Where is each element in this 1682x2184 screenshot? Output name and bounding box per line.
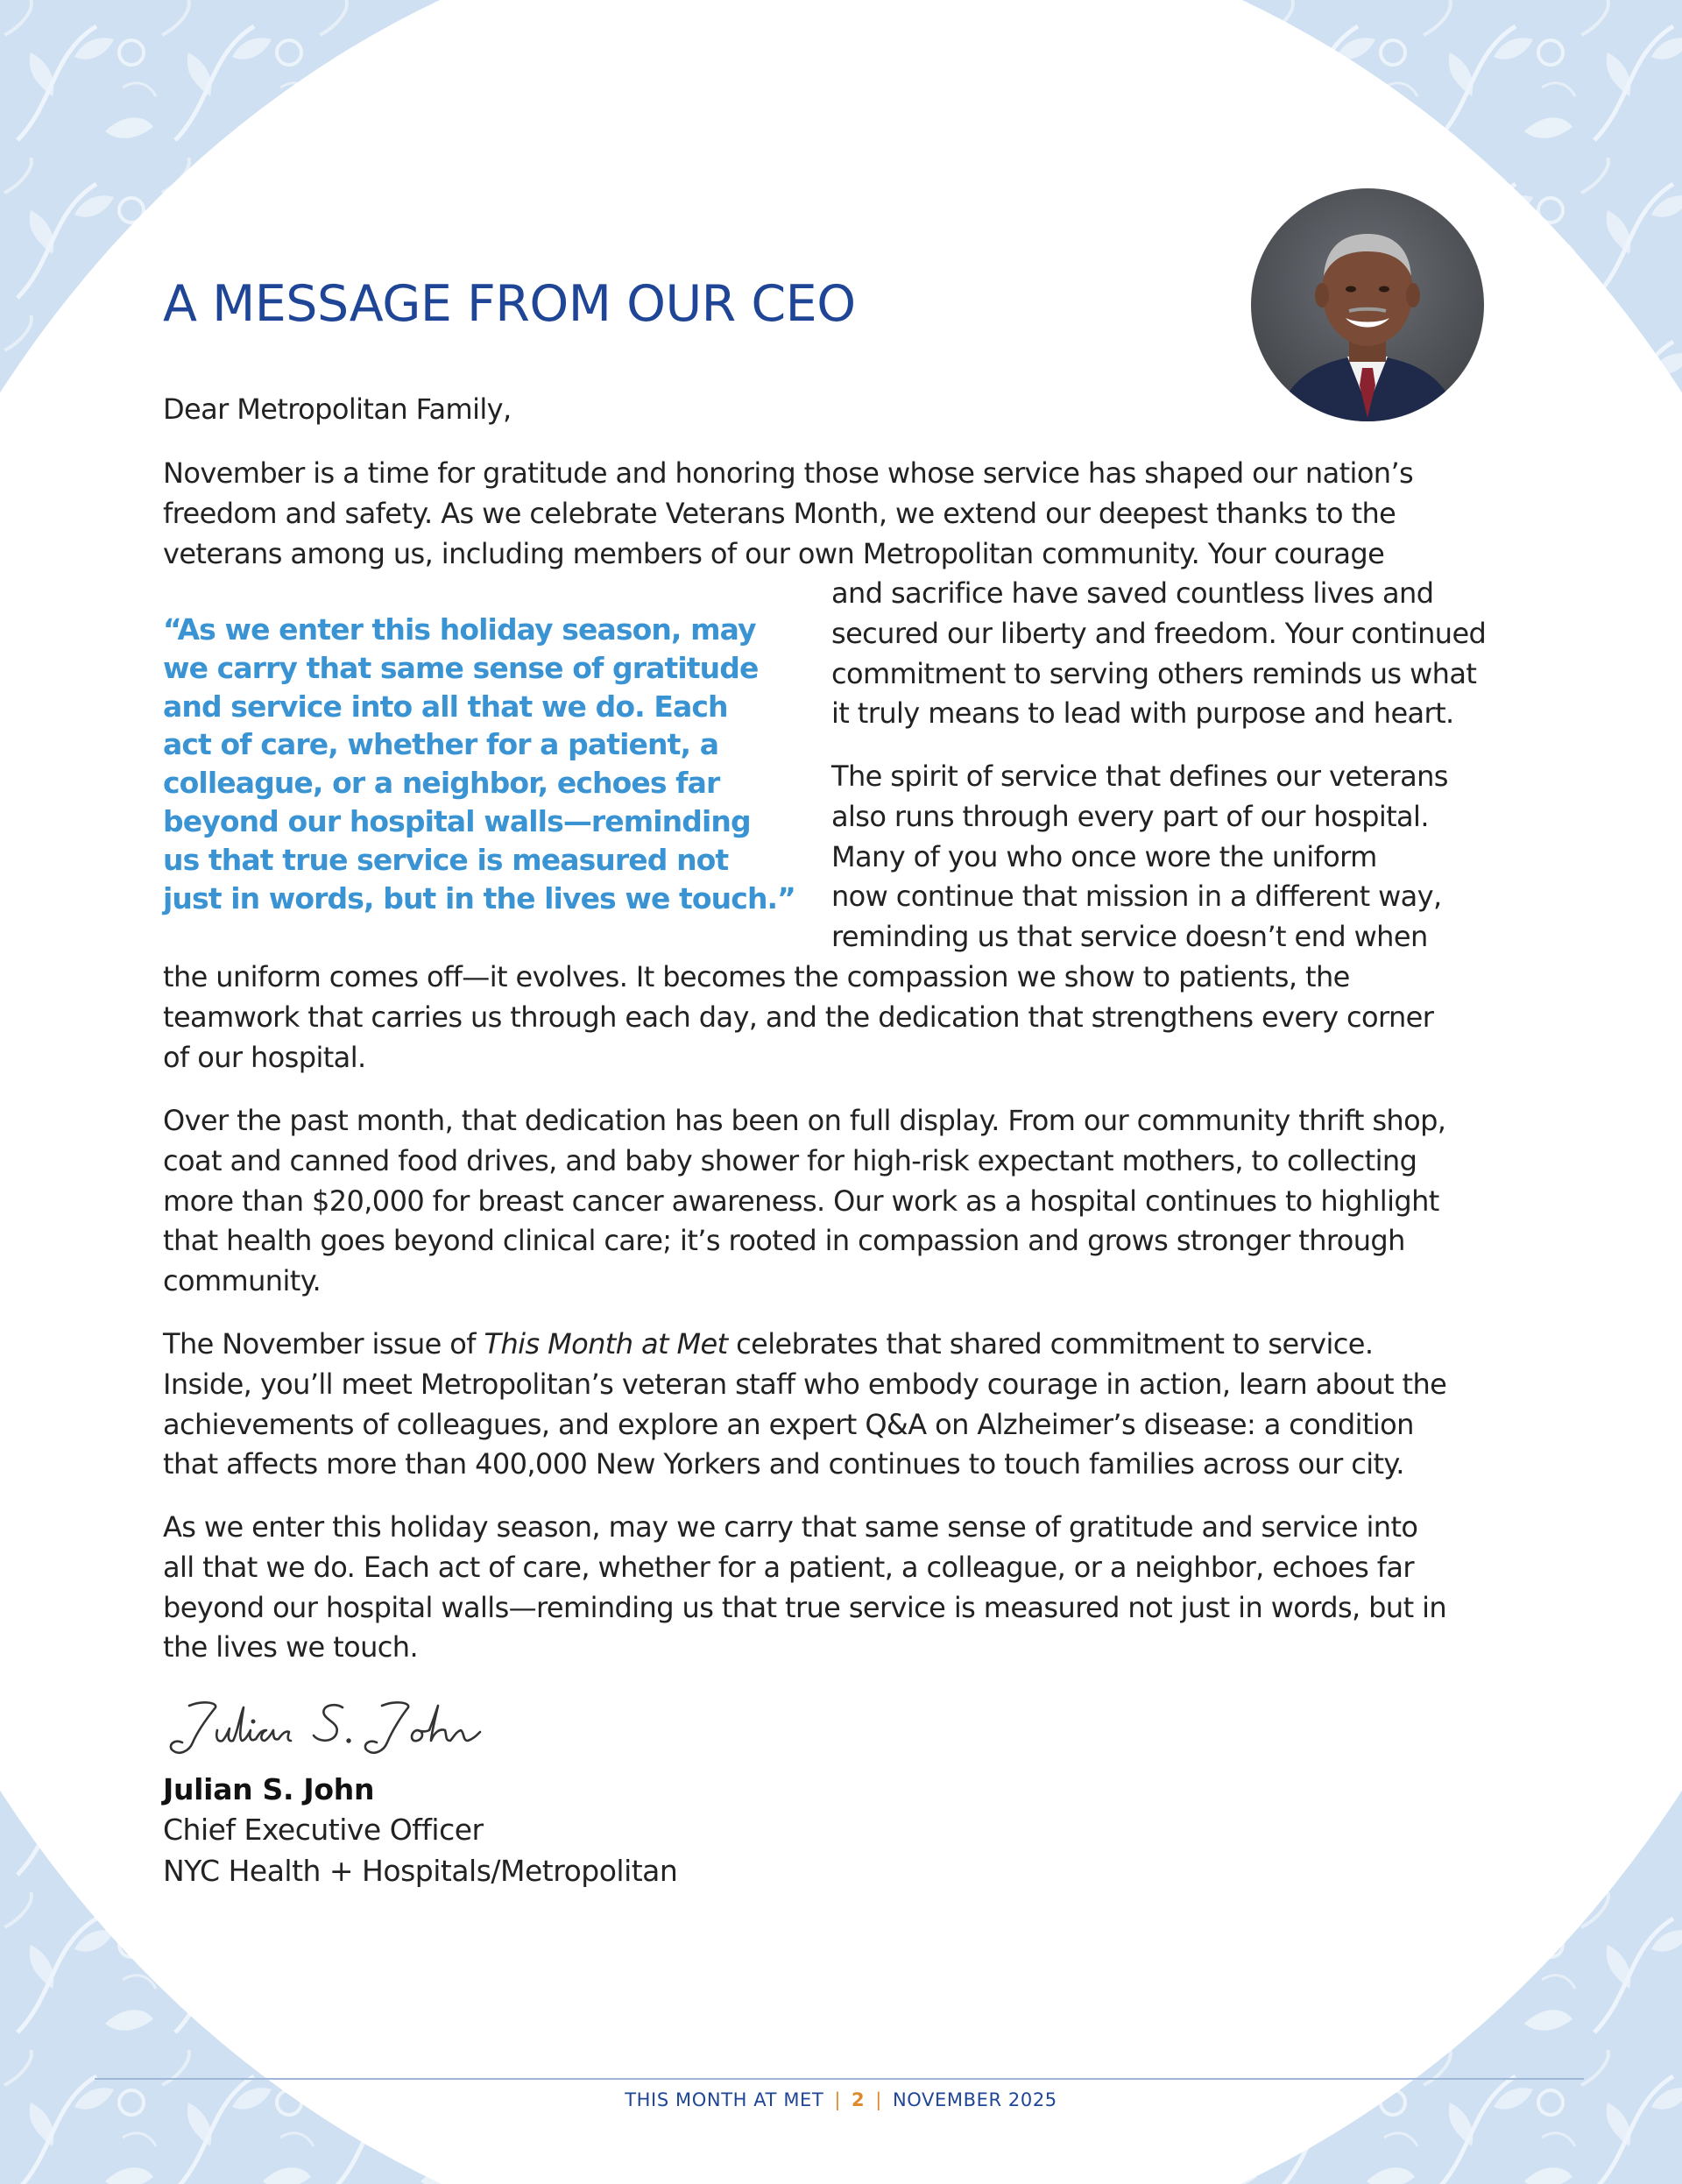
paragraph-5 — [163, 1508, 1446, 1668]
text-line: Many of you who once wore the uniform — [831, 839, 1377, 873]
text-line: also runs through every part of our hospital. — [831, 799, 1429, 833]
signatory-name: Julian S. John — [163, 1772, 375, 1806]
text-line: of our hospital. — [163, 1040, 366, 1074]
quote-line: colleague, or a neighbor, echoes far — [163, 766, 720, 801]
text-line: all that we do. Each act of care, whether for a patient, a colleague, or a neighbor, echoes far — [163, 1550, 1414, 1584]
text-line — [163, 1325, 1446, 1365]
paragraph-2-full — [163, 958, 1433, 1078]
quote-line: and service into all that we do. Each — [163, 689, 728, 724]
text-line: secured our liberty and freedom. Your continued — [831, 616, 1487, 650]
footer-separator: | — [875, 2089, 882, 2110]
footer-divider — [95, 2078, 1584, 2080]
ceo-portrait — [1251, 188, 1484, 421]
text-line: November is a time for gratitude and honoring those whose service has shaped our nation’s — [163, 456, 1414, 490]
text-line: veterans among us, including members of our own Metropolitan community. Your courage — [163, 536, 1385, 570]
paragraph-1-continued — [831, 574, 1486, 734]
quote-line: we carry that same sense of gratitude — [163, 650, 759, 685]
text-line: coat and canned food drives, and baby shower for high-risk expectant mothers, to collecting — [163, 1143, 1417, 1177]
quote-line: beyond our hospital walls—reminding — [163, 803, 751, 838]
text-line: teamwork that carries us through each day, and the dedication that strengthens every corner — [163, 1000, 1434, 1034]
text-line: Inside, you’ll meet Metropolitan’s veteran staff who embody courage in action, learn about the — [163, 1367, 1447, 1401]
paragraph-2-column — [831, 757, 1448, 958]
quote-line: “As we enter this holiday season, may — [163, 612, 756, 647]
text-line: freedom and safety. As we celebrate Veterans Month, we extend our deepest thanks to the — [163, 496, 1396, 530]
footer-publication: THIS MONTH AT MET — [625, 2089, 824, 2110]
text-line: now continue that mission in a different way, — [831, 880, 1442, 914]
paragraph-1-intro — [163, 454, 1413, 574]
page-title: A MESSAGE FROM OUR CEO — [163, 275, 856, 333]
quote-line: just in words, but in the lives we touch.” — [163, 880, 795, 915]
text-line: and sacrifice have saved countless lives and — [831, 576, 1434, 610]
text-line: that health goes beyond clinical care; it’s rooted in compassion and grows stronger through — [163, 1224, 1405, 1258]
text-line: that affects more than 400,000 New Yorkers and continues to touch families across our city. — [163, 1447, 1404, 1481]
publication-title: This Month at Met — [484, 1327, 728, 1361]
paragraph-4 — [163, 1325, 1446, 1485]
text-line: beyond our hospital walls—reminding us that true service is measured not just in words, but in — [163, 1590, 1447, 1624]
signatory-title: Chief Executive Officer — [163, 1813, 484, 1847]
text-line: reminding us that service doesn’t end when — [831, 920, 1428, 954]
text-line: community. — [163, 1264, 322, 1298]
footer-separator: | — [834, 2089, 842, 2110]
text-run: celebrates that shared commitment to service. — [727, 1327, 1374, 1361]
page-footer — [0, 2089, 1682, 2110]
text-line: more than $20,000 for breast cancer awareness. Our work as a hospital continues to highlight — [163, 1184, 1439, 1218]
handwritten-signature — [163, 1695, 513, 1765]
text-line: achievements of colleagues, and explore an expert Q&A on Alzheimer’s disease: a condition — [163, 1407, 1414, 1441]
pull-quote — [163, 611, 795, 917]
text-run: The November issue of — [163, 1327, 484, 1361]
text-line: Over the past month, that dedication has been on full display. From our community thrift shop, — [163, 1104, 1446, 1137]
quote-line: act of care, whether for a patient, a — [163, 727, 719, 762]
quote-line: us that true service is measured not — [163, 842, 729, 877]
paragraph-3 — [163, 1101, 1445, 1302]
text-line: commitment to serving others reminds us what — [831, 656, 1477, 690]
text-line: As we enter this holiday season, may we carry that same sense of gratitude and service into — [163, 1510, 1418, 1544]
text-line: it truly means to lead with purpose and heart. — [831, 696, 1454, 731]
footer-date: NOVEMBER 2025 — [892, 2089, 1057, 2110]
text-line: the lives we touch. — [163, 1630, 419, 1665]
text-line: The spirit of service that defines our veterans — [831, 760, 1448, 793]
signatory-organization: NYC Health + Hospitals/Metropolitan — [163, 1854, 678, 1888]
text-line: the uniform comes off—it evolves. It becomes the compassion we show to patients, the — [163, 960, 1350, 993]
greeting: Dear Metropolitan Family, — [163, 392, 512, 426]
page-number: 2 — [852, 2089, 866, 2110]
